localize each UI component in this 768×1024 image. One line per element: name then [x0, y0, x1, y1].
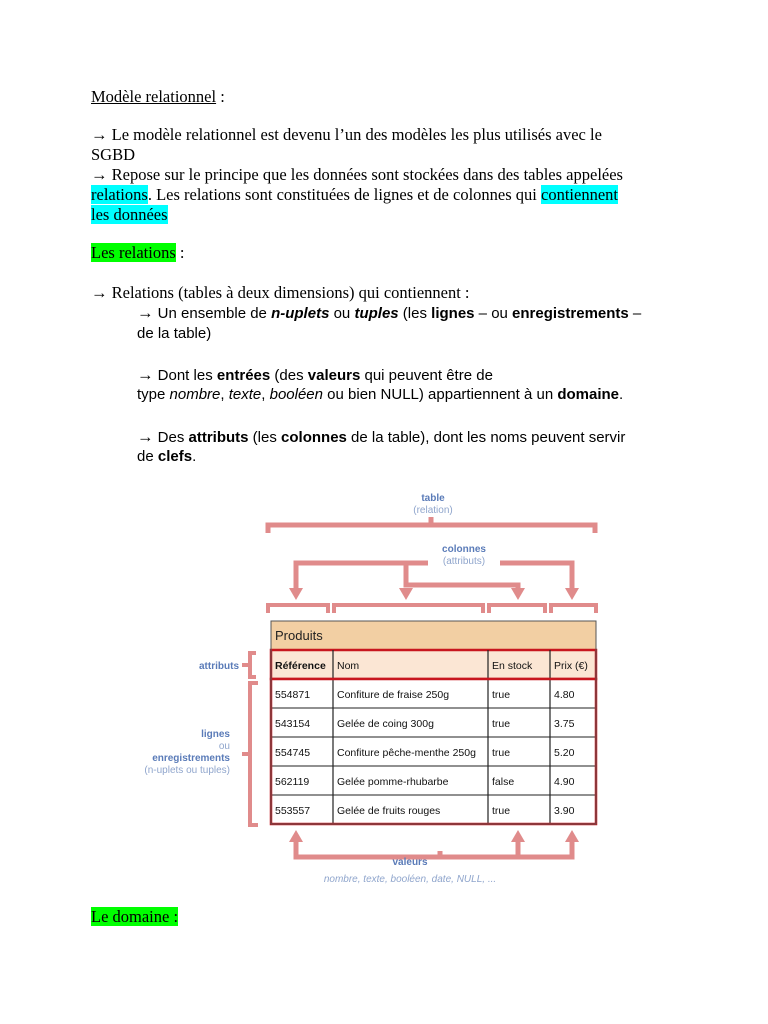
- table-cell: true: [492, 805, 511, 817]
- heading-modele-relationnel: [91, 87, 225, 107]
- label-enregistrements: enregistrements: [152, 753, 230, 764]
- relations-intro: → Relations (tables à deux dimensions) qui contiennent :: [91, 283, 470, 302]
- arrow-up-3: [565, 830, 579, 842]
- colonnes-bracket-mid: [406, 563, 518, 590]
- bullet-tuples-line2: de la table): [137, 325, 212, 342]
- table-cell: 562119: [275, 776, 310, 788]
- label-nuplets: (n-uplets ou tuples): [144, 765, 230, 776]
- header-cell: En stock: [492, 660, 533, 672]
- arrow-up-1: [289, 830, 303, 842]
- table-cell: 5.20: [554, 747, 575, 759]
- table-cell: true: [492, 747, 511, 759]
- table-cell: Confiture de fraise 250g: [337, 689, 450, 701]
- highlight-contiennent: contiennent: [541, 185, 618, 204]
- bullet-tuples-line1: → Un ensemble de n-uplets ou tuples (les lignes – ou enregistrements –: [137, 303, 642, 322]
- arrow-icon: →: [137, 303, 154, 322]
- table-cell: 554871: [275, 689, 311, 701]
- arrow-icon: →: [91, 165, 108, 184]
- para1-line3: → Repose sur le principe que les données sont stockées dans des tables appelées: [91, 165, 623, 184]
- arrow-icon: →: [91, 125, 108, 144]
- table-cell: 4.90: [554, 776, 575, 788]
- table-cell: 553557: [275, 805, 311, 817]
- valeurs-bracket: [296, 835, 572, 857]
- label-relation: (relation): [413, 505, 453, 516]
- arrow-icon: →: [137, 365, 154, 384]
- label-attributs: attributs: [199, 661, 239, 672]
- label-lignes: lignes: [201, 729, 230, 740]
- heading-le-domaine: [91, 907, 178, 927]
- header-cell: Prix (€): [554, 660, 588, 672]
- label-table: table: [421, 493, 445, 504]
- label-valeurs: valeurs: [392, 857, 428, 868]
- table-cell: Gelée de fruits rouges: [337, 805, 441, 817]
- label-attributs-sub: (attributs): [442, 556, 486, 567]
- table-cell: true: [492, 689, 511, 701]
- label-ou: ou: [218, 741, 230, 752]
- heading-suffix: :: [216, 87, 225, 106]
- bullet-attributs-line2: de clefs.: [137, 448, 197, 465]
- arrow-down-3: [511, 588, 525, 600]
- para1-line4: relations. Les relations sont constituées de lignes et de colonnes qui contiennent: [91, 185, 618, 204]
- table-cell: true: [492, 718, 511, 730]
- label-colonnes: colonnes: [442, 544, 486, 555]
- header-cell: Référence: [275, 660, 326, 672]
- bullet-entrees-line2: type nombre, texte, booléen ou bien NULL) appartiennent à un domaine.: [137, 386, 624, 403]
- heading-title: Les relations: [91, 243, 176, 262]
- bullet-attributs-line1: → Des attributs (les colonnes de la table), dont les noms peuvent servir: [137, 427, 626, 446]
- table-cell: Gelée de coing 300g: [337, 718, 434, 730]
- column-brackets: [268, 605, 596, 613]
- heading-title: Le domaine :: [91, 907, 179, 926]
- bullet-entrees-line1: → Dont les entrées (des valeurs qui peuvent être de: [137, 365, 493, 384]
- table-cell: Confiture pêche-menthe 250g: [337, 747, 476, 759]
- arrow-icon: →: [137, 427, 154, 446]
- table-cell: Gelée pomme-rhubarbe: [337, 776, 449, 788]
- para1-line5: [91, 205, 168, 225]
- table-cell: false: [492, 776, 515, 788]
- arrow-icon: →: [91, 283, 108, 302]
- table-cell: 3.90: [554, 805, 575, 817]
- table-cell: 4.80: [554, 689, 575, 701]
- table-cell: 554745: [275, 747, 311, 759]
- arrow-up-2: [511, 830, 525, 842]
- label-valeurs-sub: nombre, texte, booléen, date, NULL, ...: [323, 874, 497, 885]
- highlight-relations: relations: [91, 185, 148, 204]
- table-cell: 3.75: [554, 718, 575, 730]
- brace-table: [268, 525, 595, 533]
- brace-attributs: [250, 653, 256, 677]
- para1-line2: SGBD: [91, 145, 136, 164]
- header-cell: Nom: [337, 660, 360, 672]
- relational-table-diagram: [130, 485, 620, 890]
- arrow-down-4: [565, 588, 579, 600]
- brace-lignes: [250, 683, 258, 825]
- heading-title: Modèle relationnel: [91, 87, 217, 106]
- para1-line1: → Le modèle relationnel est devenu l’un des modèles les plus utilisés avec le: [91, 125, 602, 144]
- highlight-les-donnees: les données: [91, 205, 168, 224]
- table-title: Produits: [275, 628, 323, 643]
- heading-les-relations: Les relations :: [91, 243, 185, 262]
- table-cell: 543154: [275, 718, 311, 730]
- arrow-down-1: [289, 588, 303, 600]
- arrow-down-2: [399, 588, 413, 600]
